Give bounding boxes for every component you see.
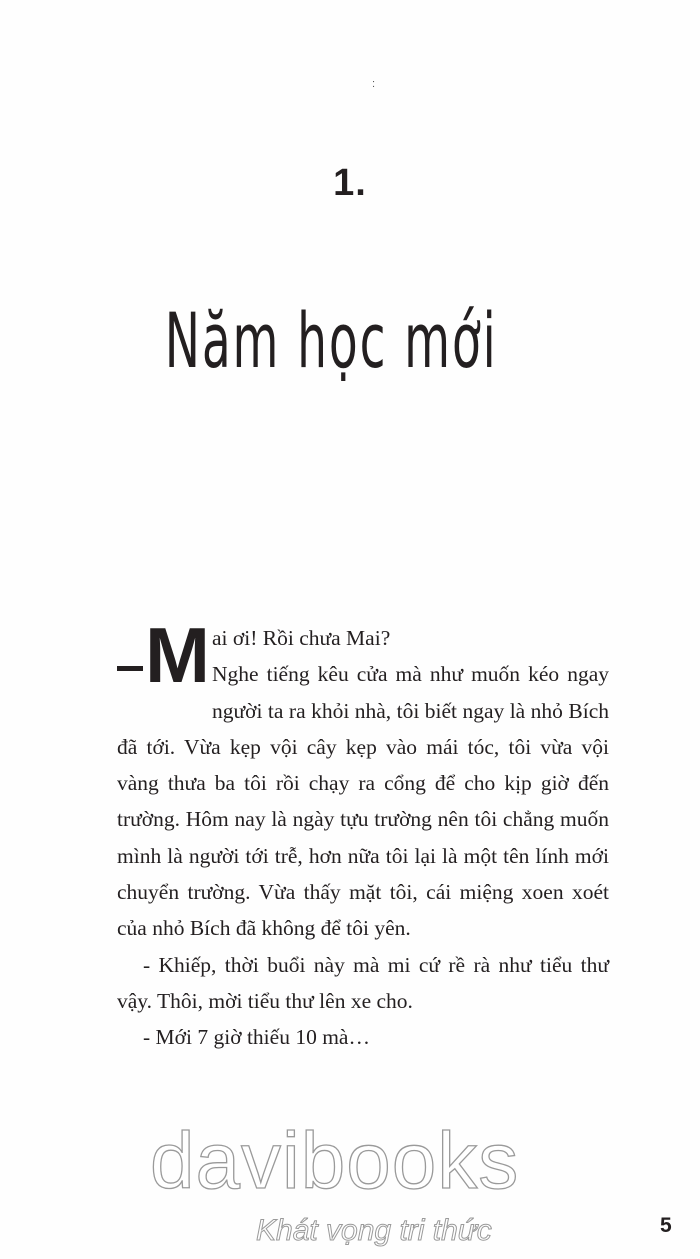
paragraph-1: ai ơi! Rồi chưa Mai? (211, 626, 391, 650)
paragraph-2: Nghe tiếng kêu cửa mà như muốn kéo ngay người ta ra khỏi nhà, tôi biết ngay là nhỏ Bích đã tới. Vừa kẹp vội cây kẹp vào mái tóc, tôi vừa vội vàng thưa ba tôi rồi chạy ra cổng để cho kịp giờ đến trường. Hôm nay là ngày tựu trường nên tôi chẳng muốn mình là người tới trễ, hơn nữa tôi lại là một tên lính mới chuyển trường. Vừa thấy mặt tôi, cái miệng xoen xoét của nhỏ Bích đã không để tôi yên. (117, 662, 609, 941)
paragraph-3: - Khiếp, thời buổi này mà mi cứ rề rà như tiểu thư vậy. Thôi, mời tiểu thư lên xe cho. (117, 952, 609, 1013)
watermark-brand: davibooks (150, 1116, 520, 1205)
drop-cap (117, 611, 210, 699)
chapter-title (127, 296, 536, 385)
page-top-mark: : (372, 78, 376, 90)
chapter-title-text: Năm học mới (164, 296, 498, 385)
paragraph-4: - Mới 7 giờ thiếu 10 mà… (143, 1025, 370, 1050)
page-number: 5 (660, 1214, 672, 1237)
drop-cap-letter: M (145, 611, 210, 699)
watermark-tagline: Khát vọng tri thức (256, 1214, 492, 1247)
chapter-body (117, 611, 609, 1056)
dialogue-dash (117, 666, 143, 671)
chapter-number: 1. (333, 162, 367, 204)
